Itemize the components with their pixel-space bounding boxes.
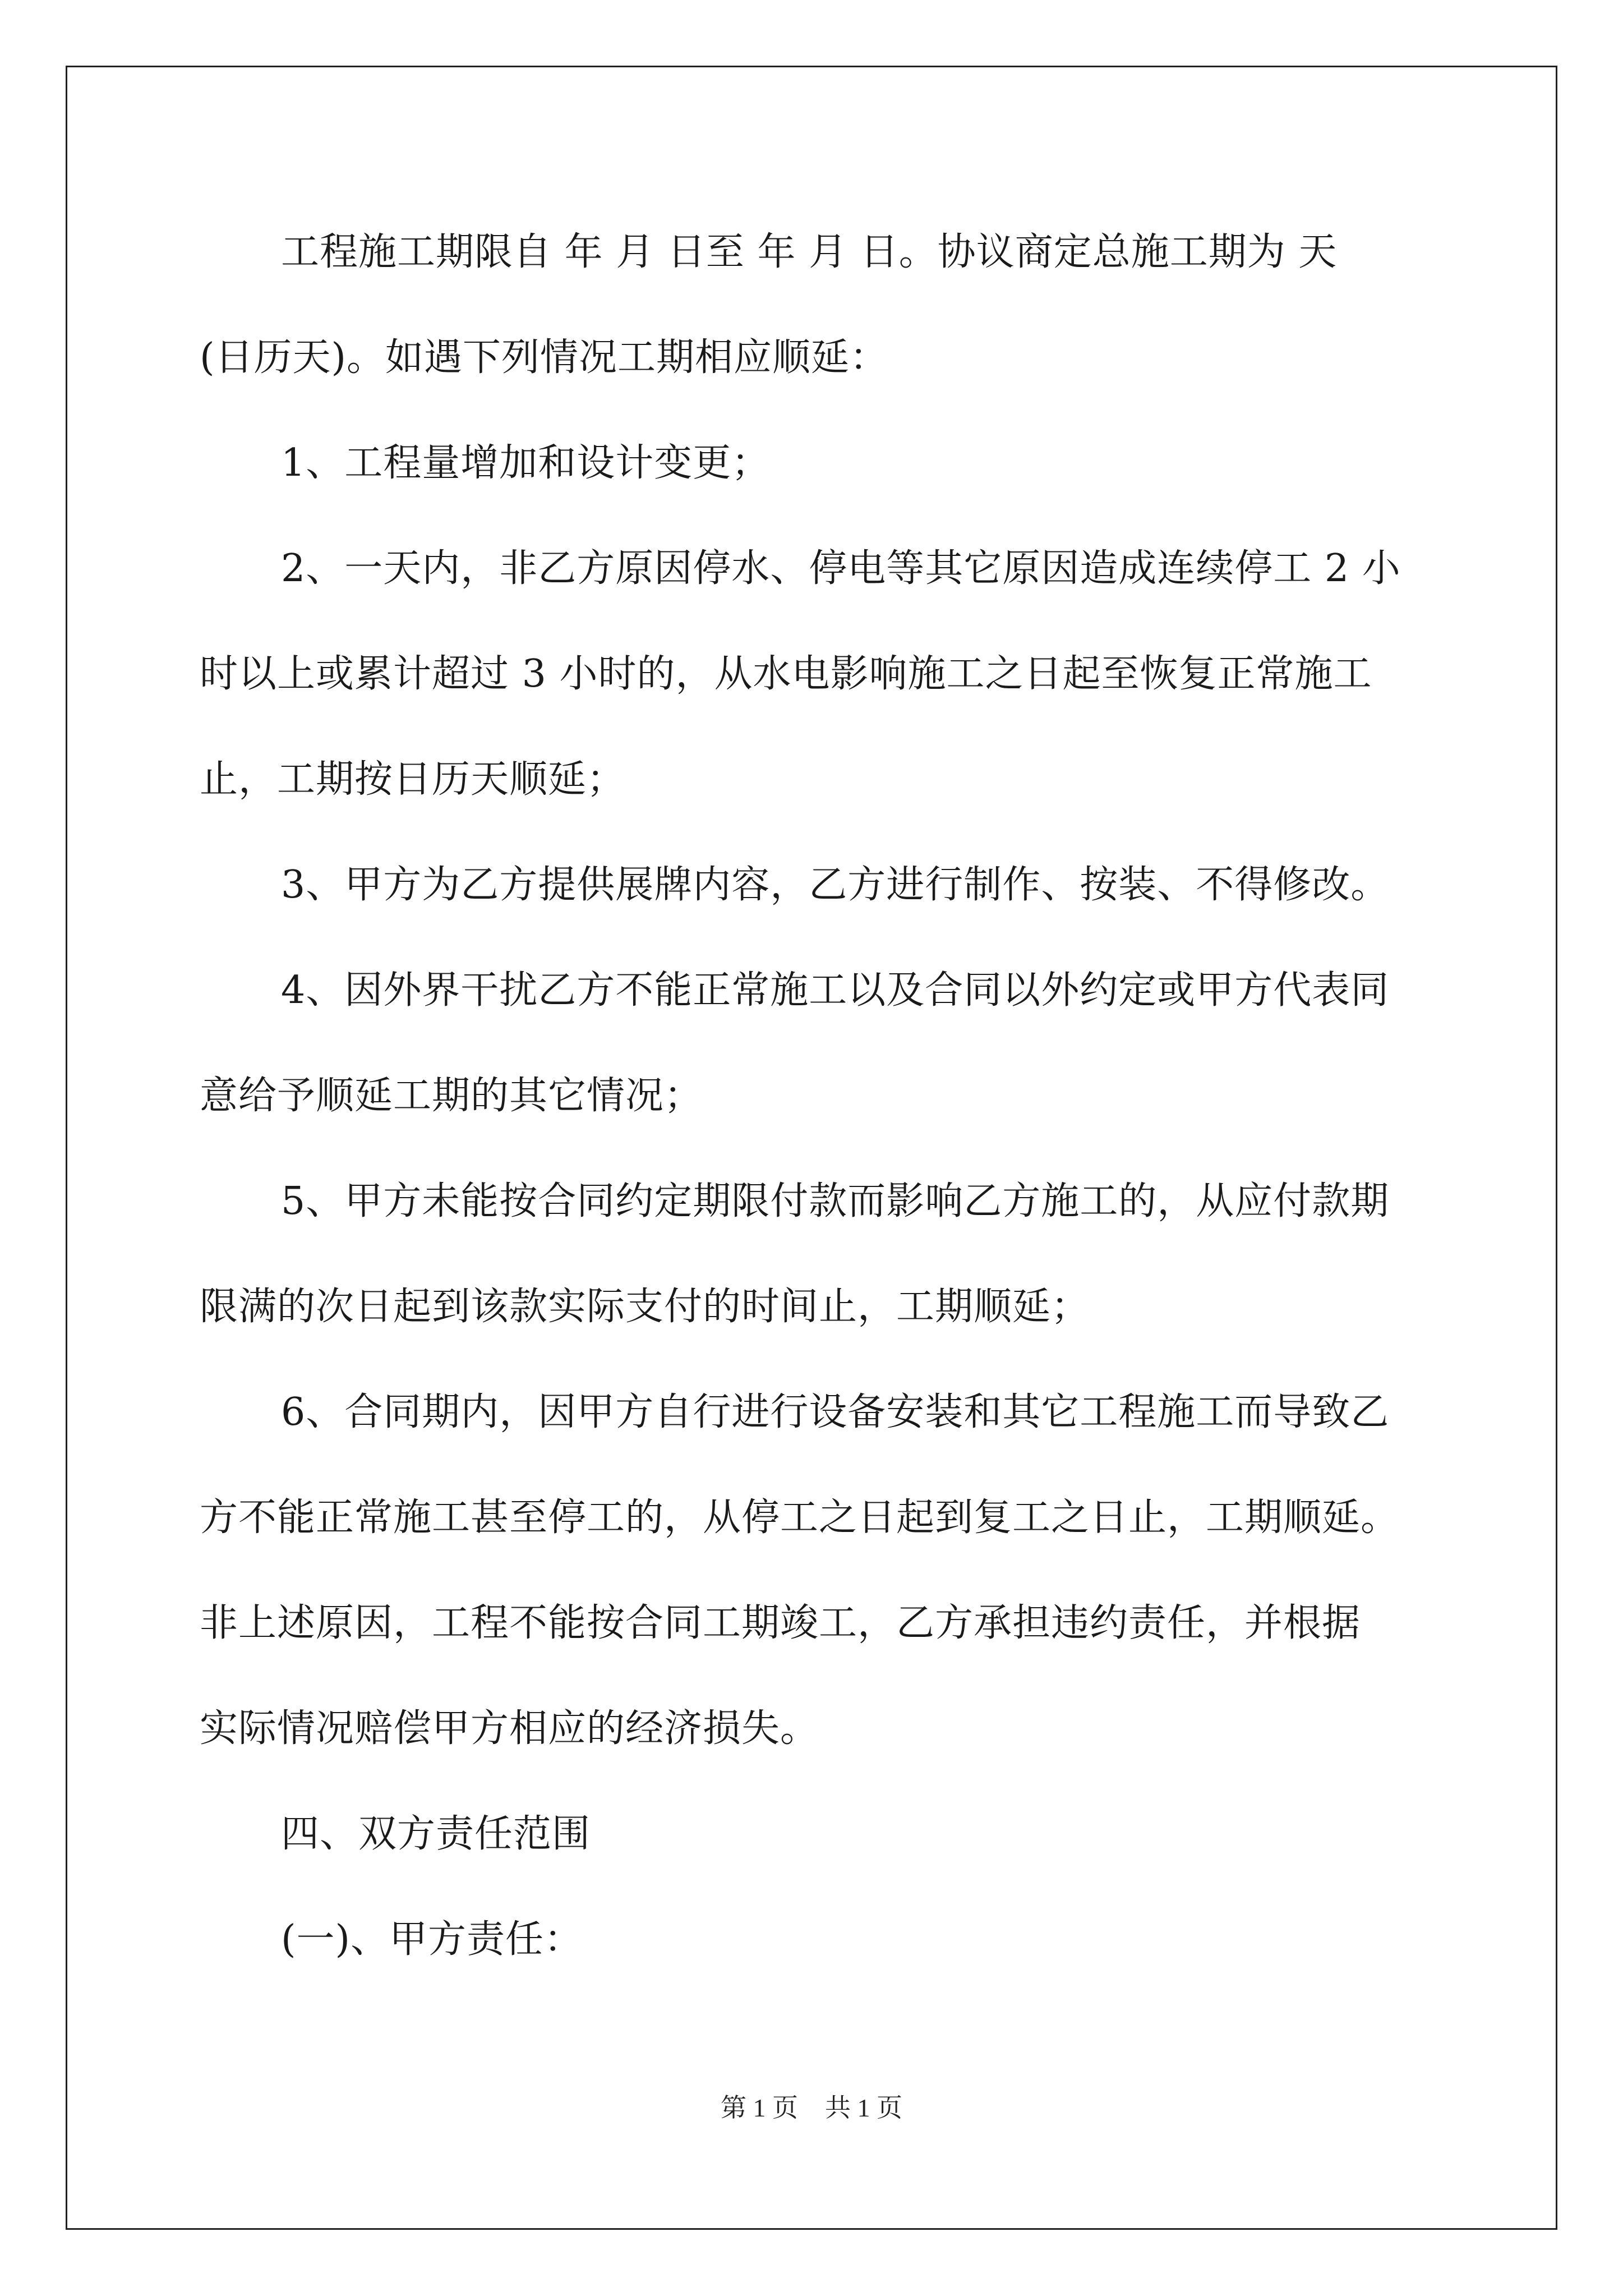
page-footer: [0, 2091, 1623, 2125]
item-6-line-1: 6、合同期内，因甲方自行进行设备安装和其它工程施工而导致乙: [281, 1390, 1390, 1434]
paragraph-construction-period-line-1: 工程施工期限自 年 月 日至 年 月 日。协议商定总施工期为 天: [281, 230, 1338, 274]
page-number-current: 第 1 页: [721, 2093, 798, 2122]
item-3-line-1: 3、甲方为乙方提供展牌内容，乙方进行制作、按装、不得修改。: [281, 863, 1390, 907]
section-heading-responsibilities: 四、双方责任范围: [281, 1812, 591, 1856]
item-5-line-1: 5、甲方未能按合同约定期限付款而影响乙方施工的，从应付款期: [281, 1179, 1390, 1223]
item-2-line-1: 2、一天内，非乙方原因停水、停电等其它原因造成连续停工 2 小: [281, 546, 1401, 591]
item-2-line-2: 时以上或累计超过 3 小时的，从水电影响施工之日起至恢复正常施工: [200, 652, 1372, 696]
item-2-line-3: 止，工期按日历天顺延；: [200, 757, 626, 802]
page-number-total: 共 1 页: [825, 2093, 902, 2122]
item-6-line-2: 方不能正常施工甚至停工的，从停工之日起到复工之日止，工期顺延。: [200, 1496, 1400, 1540]
paragraph-construction-period-line-2: (日历天)。如遇下列情况工期相应顺延：: [200, 335, 889, 380]
page-border: [66, 66, 1557, 2230]
subsection-heading-party-a: (一)、甲方责任：: [281, 1917, 583, 1962]
item-6-line-4: 实际情况赔偿甲方相应的经济损失。: [200, 1706, 819, 1751]
item-4-line-1: 4、因外界干扰乙方不能正常施工以及合同以外约定或甲方代表同: [281, 968, 1390, 1013]
item-1-line-1: 1、工程量增加和设计变更；: [281, 441, 771, 485]
item-4-line-2: 意给予顺延工期的其它情况；: [200, 1074, 703, 1118]
item-6-line-3: 非上述原因，工程不能按合同工期竣工，乙方承担违约责任，并根据: [200, 1601, 1361, 1645]
item-5-line-2: 限满的次日起到该款实际支付的时间止，工期顺延；: [200, 1285, 1090, 1329]
